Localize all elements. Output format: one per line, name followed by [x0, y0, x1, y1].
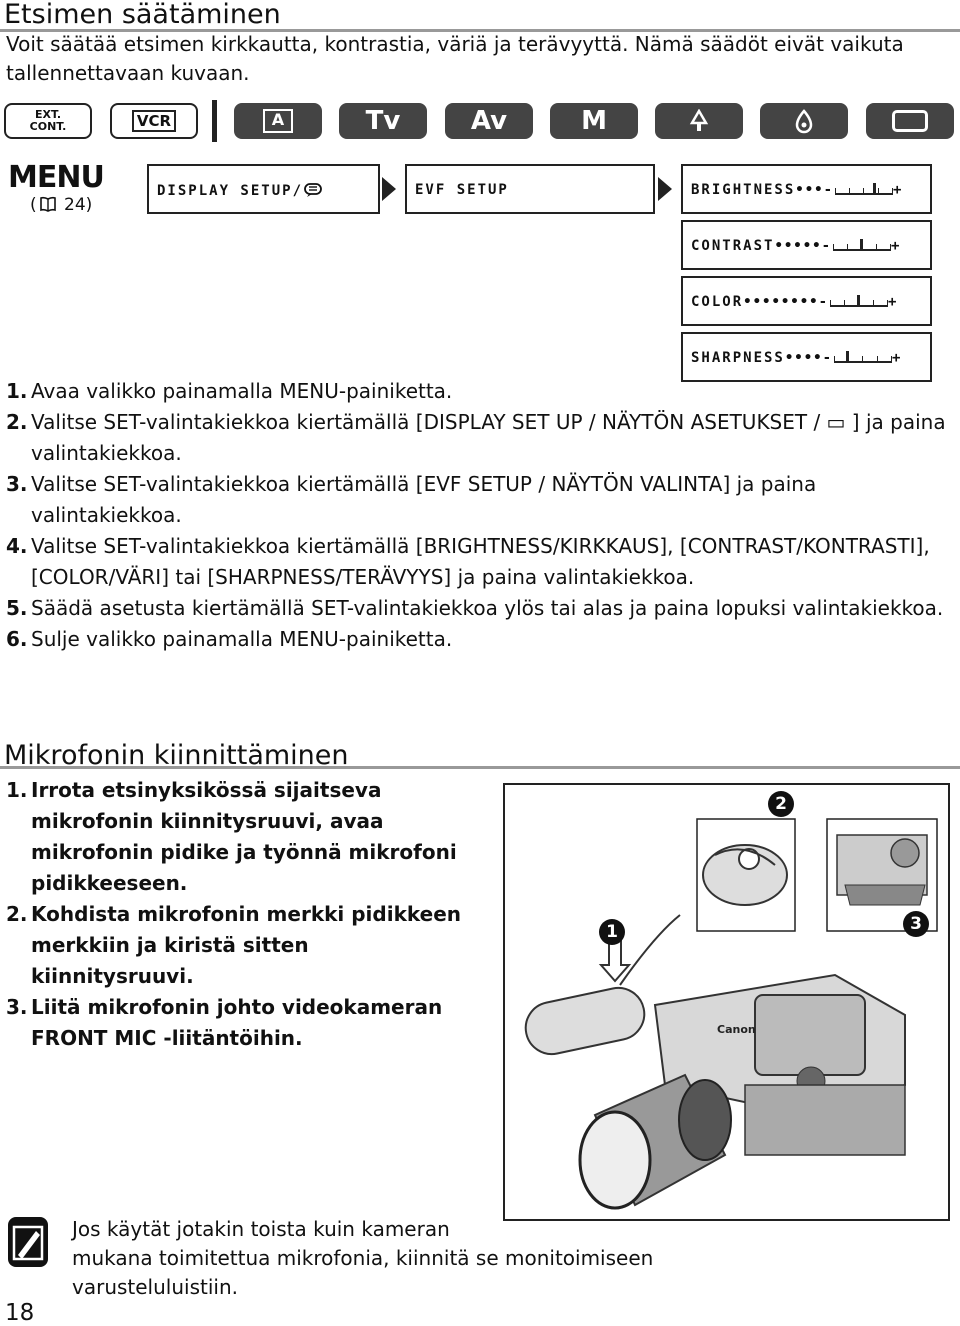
callout-1: 1: [599, 919, 625, 945]
note-line: mukana toimitettua mikrofonia, kiinnitä se monitoimiseen varusteluluistiin.: [72, 1246, 654, 1299]
vcr-label: VCR: [132, 110, 176, 132]
section-title-viewfinder: Etsimen säätäminen: [4, 0, 281, 30]
plus-sign: +: [892, 350, 903, 366]
dot-leader: ••••••••-: [743, 294, 829, 310]
portrait-icon: [793, 108, 815, 134]
step-item: [6, 593, 946, 624]
level-scale: [833, 241, 891, 251]
step-number: 1.: [6, 379, 28, 403]
step-number: 6.: [6, 627, 28, 651]
auto-mode: [234, 103, 322, 139]
step-text: Liitä mikrofonin johto videokameran FRONT MIC -liitäntöihin.: [31, 995, 443, 1050]
contrast-label: CONTRAST: [691, 238, 775, 254]
brightness-box: [681, 164, 932, 214]
step-item: [6, 775, 466, 899]
display-icon: [303, 182, 323, 198]
step-number: 3.: [6, 995, 28, 1019]
easy-recording-mode: [866, 103, 954, 139]
step-text: Sulje valikko painamalla MENU-painiketta.: [31, 627, 453, 651]
camera-brand-text: Canon: [717, 1023, 756, 1036]
contrast-box: [681, 220, 932, 270]
dot-leader: ••••-: [784, 350, 833, 366]
step-item: [6, 992, 466, 1054]
step-number: 2.: [6, 410, 28, 434]
note-text: [72, 1215, 772, 1302]
dot-leader: •••-: [795, 182, 834, 198]
step-item: [6, 531, 946, 593]
step-text: Valitse SET-valintakiekkoa kiertämällä [DISPLAY SET UP / NÄYTÖN ASETUKSET / ▭ ] ja paina valintakiekkoa.: [31, 410, 946, 465]
step-text: Avaa valikko painamalla MENU-painiketta.: [31, 379, 453, 403]
step-number: 5.: [6, 596, 28, 620]
dot-leader: •••••-: [774, 238, 832, 254]
step-number: 2.: [6, 902, 28, 926]
av-mode: Av: [445, 103, 533, 139]
manual-mode: M: [550, 103, 638, 139]
plus-sign: +: [888, 294, 899, 310]
brightness-label: BRIGHTNESS: [691, 182, 796, 198]
step-number: 1.: [6, 778, 28, 802]
callout-3: 3: [903, 911, 929, 937]
frame-icon: [892, 110, 928, 132]
portrait-mode: [760, 103, 848, 139]
step-text: Säädä asetusta kiertämällä SET-valintakiekkoa ylös tai alas ja paina lopuksi valintakiekkoa.: [31, 596, 944, 620]
ext-label: EXT.: [34, 108, 61, 121]
arrow-right-icon: [382, 177, 396, 201]
plus-sign: +: [891, 238, 902, 254]
camcorder-microphone-illustration: [503, 783, 950, 1221]
mode-separator: [212, 100, 217, 142]
note-pencil-icon: [8, 1217, 48, 1267]
step-item: [6, 899, 466, 992]
vcr-mode: [110, 103, 198, 139]
section-title-microphone: Mikrofonin kiinnittäminen: [4, 740, 349, 771]
tv-mode: Tv: [339, 103, 427, 139]
arrow-right-icon: [658, 177, 672, 201]
section-rule: [0, 766, 960, 769]
step-text: Valitse SET-valintakiekkoa kiertämällä [EVF SETUP / NÄYTÖN VALINTA] ja paina valintakiekkoa.: [31, 472, 817, 527]
camcorder-drawing: [505, 785, 948, 1219]
evf-setup-box: EVF SETUP: [405, 164, 655, 214]
sharpness-box: [681, 332, 932, 382]
microphone-steps: [6, 775, 466, 1054]
menu-page-reference: ( 24): [30, 195, 93, 215]
step-text: Irrota etsinyksikössä sijaitseva mikrofonin kiinnitysruuvi, avaa mikrofonin pidike ja työnnä mikrofoni pidikkeeseen.: [31, 778, 457, 895]
color-box: [681, 276, 932, 326]
menu-label: MENU: [8, 160, 104, 195]
step-text: Valitse SET-valintakiekkoa kiertämällä [BRIGHTNESS/KIRKKAUS], [CONTRAST/KONTRASTI], [COLOR/VÄRI] tai [SHARPNESS/TERÄVYYS] ja paina valintakiekkoa.: [31, 534, 930, 589]
display-setup-box: [147, 164, 380, 214]
page-number: 18: [5, 1300, 35, 1326]
step-number: 4.: [6, 534, 28, 558]
level-scale: [830, 297, 888, 307]
callout-2: 2: [768, 791, 794, 817]
plus-sign: +: [893, 182, 904, 198]
level-scale: [835, 185, 893, 195]
step-item: [6, 407, 946, 469]
display-setup-label: DISPLAY SETUP/: [157, 183, 304, 199]
step-text: Kohdista mikrofonin merkki pidikkeen merkkiin ja kiristä sitten kiinnitysruuvi.: [31, 902, 462, 988]
step-number: 3.: [6, 472, 28, 496]
color-label: COLOR: [691, 294, 744, 310]
step-item: [6, 624, 946, 655]
note-line: Jos käytät jotakin toista kuin kameran: [72, 1217, 450, 1241]
step-item: [6, 469, 946, 531]
viewfinder-steps: [6, 376, 946, 655]
ext-cont-mode: [4, 103, 92, 139]
level-scale: [834, 353, 892, 363]
book-icon: [39, 196, 57, 212]
spotlight-icon: [688, 109, 710, 133]
intro-text: Voit säätää etsimen kirkkautta, kontrastia, väriä ja terävyyttä. Nämä säädöt eivät vaikuta tallennettavaan kuvaan.: [6, 32, 904, 85]
step-item: [6, 376, 946, 407]
sharpness-label: SHARPNESS: [691, 350, 785, 366]
spotlight-mode: [655, 103, 743, 139]
auto-label: A: [263, 109, 293, 133]
cont-label: CONT.: [29, 120, 67, 133]
